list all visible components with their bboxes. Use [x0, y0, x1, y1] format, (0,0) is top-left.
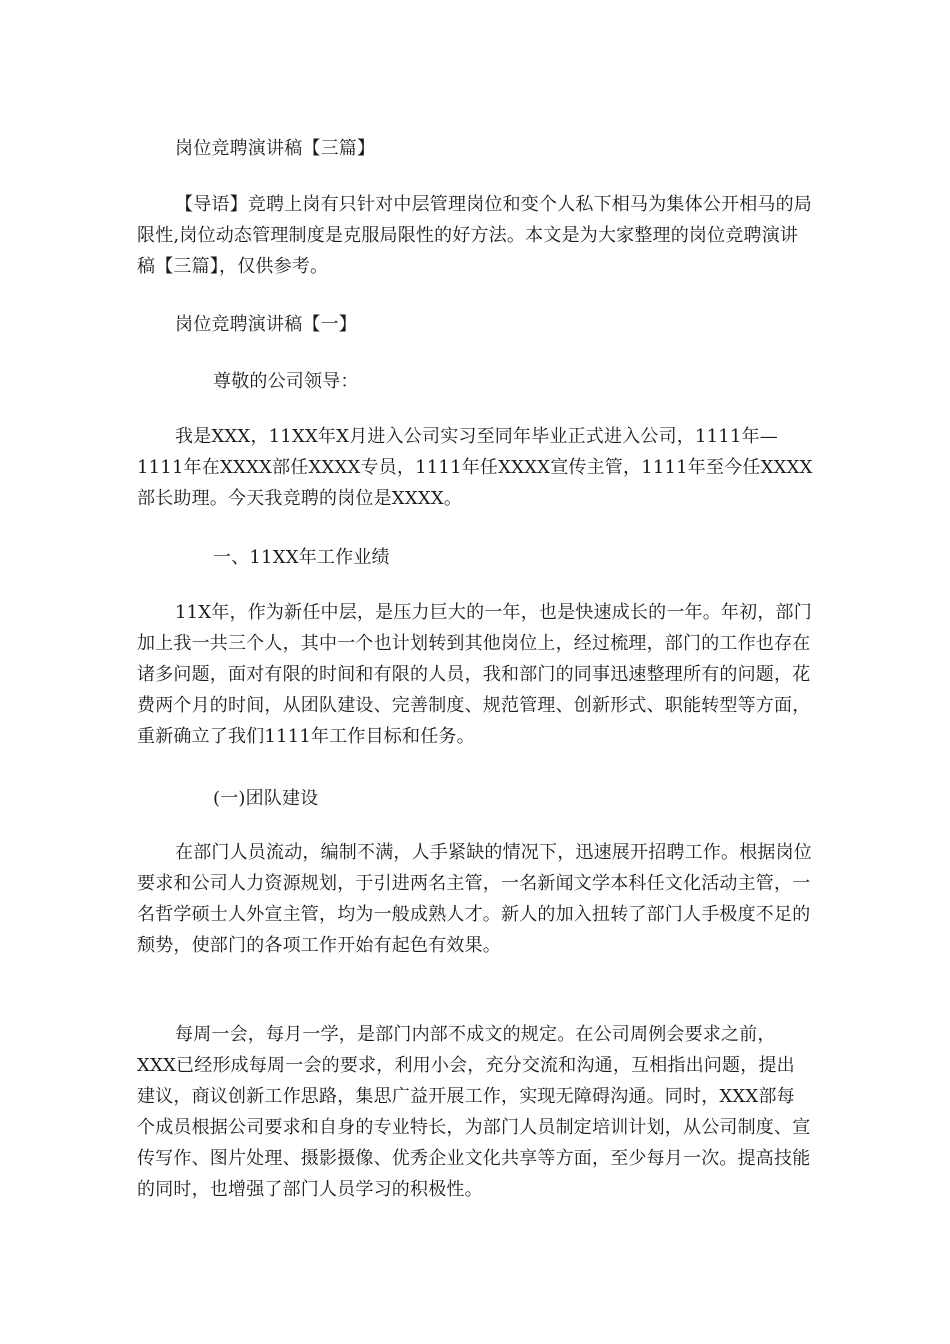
subheading-team-building: (一)团队建设 — [213, 788, 319, 809]
section-one-title: 岗位竞聘演讲稿【一】 — [175, 314, 357, 335]
paragraph-team-building: 在部门人员流动，编制不满，人手紧缺的情况下，迅速展开招聘工作。根据岗位要求和公司人力资源规划，于引进两名主管，一名新闻文学本科任文化活动主管，一名哲学硕士人外宣主管，均为一般成熟人才。新人的加入扭转了部门人手极度不足的颓势，使部门的各项工作开始有起色有效果。 — [137, 842, 812, 956]
paragraph-achievements: 11X年，作为新任中层，是压力巨大的一年，也是快速成长的一年。年初，部门加上我一共三个人，其中一个也计划转到其他岗位上，经过梳理，部门的工作也存在诸多问题，面对有限的时间和有限的人员，我和部门的同事迅速整理所有的问题，花费两个月的时间，从团队建设、完善制度、规范管理、创新形式、职能转型等方面，重新确立了我们1111年工作目标和任务。 — [137, 602, 812, 747]
intro-paragraph: 【导语】竞聘上岗有只针对中层管理岗位和变个人私下相马为集体公开相马的局限性,岗位动态管理制度是克服局限性的好方法。本文是为大家整理的岗位竞聘演讲稿【三篇】，仅供参考。 — [137, 194, 812, 277]
subheading-work-achievements: 一、11XX年工作业绩 — [213, 547, 390, 568]
paragraph-introduction: 我是XXX，11XX年X月进入公司实习至同年毕业正式进入公司，1111年—1111年在XXXX部任XXXX专员，1111年任XXXX宣传主管，1111年至今任XXXX部长助理。今天我竞聘的岗位是XXXX。 — [137, 426, 813, 509]
paragraph-weekly-meetings: 每周一会，每月一学，是部门内部不成文的规定。在公司周例会要求之前，XXX已经形成每周一会的要求，利用小会，充分交流和沟通，互相指出问题，提出建议，商议创新工作思路，集思广益开展工作，实现无障碍沟通。同时，XXX部每个成员根据公司要求和自身的专业特长，为部门人员制定培训计划，从公司制度、宣传写作、图片处理、摄影摄像、优秀企业文化共享等方面，至少每月一次。提高技能的同时，也增强了部门人员学习的积极性。 — [137, 1024, 811, 1200]
document-title: 岗位竞聘演讲稿【三篇】 — [175, 138, 376, 159]
salutation: 尊敬的公司领导： — [213, 371, 359, 392]
